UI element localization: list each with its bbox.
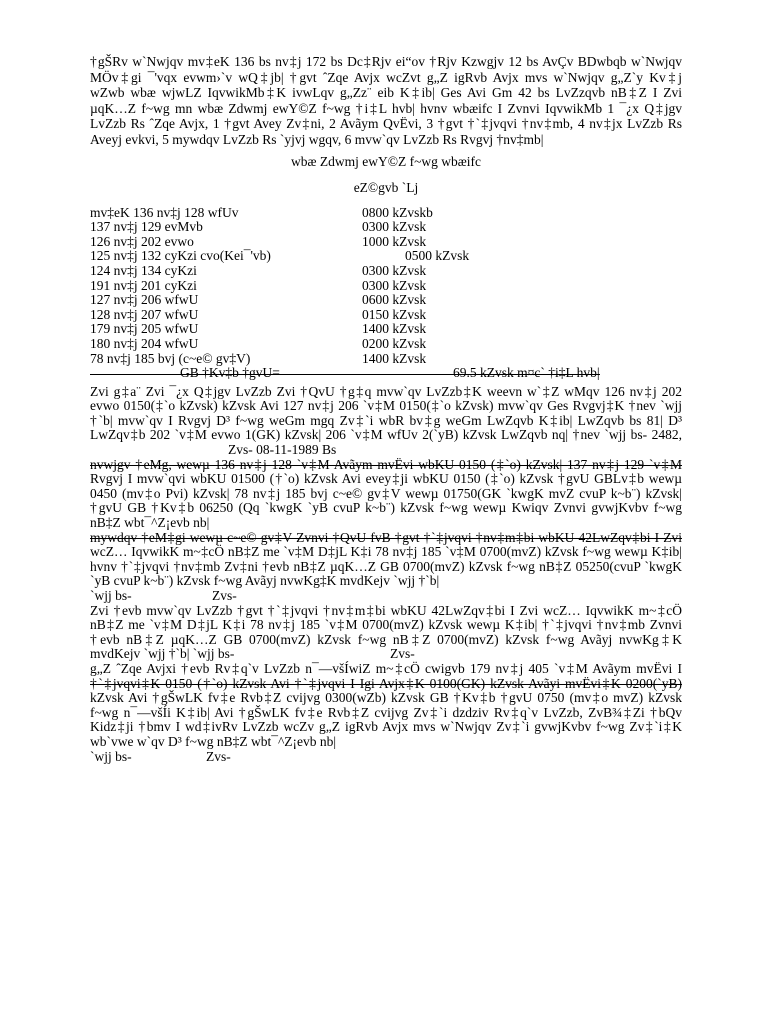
land-row [90, 249, 682, 264]
area-cell: 1400 kZvsk [362, 350, 427, 366]
area-cell: 0300 kZvsk [362, 263, 427, 279]
land-row [90, 206, 682, 221]
plot-cell: 180 nv‡j 204 wfwU [90, 336, 199, 352]
plot-cell: 124 nv‡j 134 cyKzi [90, 263, 197, 279]
struck-text-line: mywdqv †eM‡gi wewµ c~e© gv‡V Zvnvi †QvU fvB †gvt †`‡jvqvi †nv‡m‡bi wbKU 42LwZqv‡bi I Zvi [90, 529, 682, 545]
struck-text-line: nvwjgv †eMg, wewµ 136 nv‡j 128 `v‡M Avãym mvËvi wbKU 0150 (‡`o) kZvsk| 137 nv‡j 129 `v‡M [90, 456, 682, 472]
text-line: nB‡Z me `v‡M D‡jL K‡i 78 nv‡j 185 `v‡M 0700(mvZ) kZvsk wewµ K‡ib| †`‡jvqvi †nv‡mb Zvnvi [90, 617, 682, 633]
text-line: †gvU GB †Kv‡b 06250 (Qq `kwgK `yB cvuP k~b¨) kZvsk f~wg wewµ Kwiqv Zvnvi gvwjKvbv f~wg [90, 500, 682, 516]
section-heading: wbæ Zdwmj ewY©Z f~wg wbæifc [290, 154, 482, 169]
deed-date-line: Zvs- 08-11-1989 Bs [228, 442, 337, 458]
text-line: hvnv †`‡jvqvi †nv‡mb Zv‡ni †evb nB‡Z µqK…Z GB 0700(mvZ) kZvsk f~wg nB‡Z 05250(cvuP `kwgK [90, 558, 682, 574]
land-row [90, 279, 682, 294]
land-row [90, 220, 682, 235]
plot-cell: 125 nv‡j 132 cyKzi cvo(Kei¯'vb) [90, 248, 271, 264]
text-line: nB‡Z wbt¯^Z¡evb nb| [90, 515, 210, 531]
area-cell: 0600 kZvsk [362, 292, 427, 308]
plot-cell: 126 nv‡j 202 evwo [90, 233, 194, 249]
text-line: LwZqv‡b 202 `v‡M evwo 1(GK) kZvsk| 206 `v‡M wfUv 2(`yB) kZvsk LwZqvb nq| †nev `wjj bs- 2482, [90, 427, 682, 443]
deed-number-label: mvdKejv `wjj †`b| `wjj bs- [90, 646, 235, 662]
deed-reference-line [90, 750, 682, 765]
text-line: wcZ… IqvwikK m~‡cÖ nB‡Z me `v‡M D‡jL K‡i 78 nv‡j 185 `v‡M 0700(mvZ) kZvsk f~wg wewµ K‡ib| [90, 544, 682, 560]
land-row [90, 293, 682, 308]
area-cell: 1000 kZvsk [362, 233, 427, 249]
area-cell: 0300 kZvsk [362, 277, 427, 293]
section-subheading: eZ©gvb `Lj [353, 180, 419, 195]
deed-date-label: Zvs- [206, 748, 231, 764]
text-line: µqK…Z f~wg mn wbæ Zdwmj ewY©Z f~wg †i‡L hvb| hvnv wbæifc I Zvnvi IqvwikMb 1 ¯¿x Q‡jgv [90, 100, 682, 116]
struck-text-line: †`‡jvqvi‡K 0150 (†`o) kZvsk Avi †`‡jvqvi I Igi Avjx‡K 0100(GK) kZvsk Avãyi mvËvi‡K 0200(`yB) [90, 675, 682, 691]
land-row [90, 337, 682, 352]
plot-cell: mv‡eK 136 nv‡j 128 wfUv [90, 204, 239, 220]
intro-paragraph [90, 54, 682, 148]
text-line: Rvgvj I mvw`qvi wbKU 01500 (†`o) kZvsk Avi evey‡ji wbKU 0150 (‡`o) kZvsk †gvU GBLv‡b wewµ [90, 471, 682, 487]
text-line: †gŠRv w`Nwjqv mv‡eK 136 bs nv‡j 172 bs Dc‡Rjv ei“ov †Rjv Kzwgjv 12 bs AvÇv BDwbqb w`Nwjqv [90, 54, 682, 69]
text-line: f~wg n¯—všÍi K‡ib| Avi †gŠwLK fv‡e Rvb‡Z cvijvg Zv‡`i dzdziv Rv‡q`v LvZzb, ZvB¾‡Zi †bQv [90, 704, 682, 720]
deed-date-label: Zvs- [390, 646, 415, 662]
land-row [90, 264, 682, 279]
deed-number-label: `wjj bs- [90, 748, 132, 764]
plot-cell: 127 nv‡j 206 wfwU [90, 292, 199, 308]
plot-cell: 179 nv‡j 205 wfwU [90, 321, 199, 337]
text-line: wb`vwe w`qv D³ f~wg nB‡Z wbt¯^Z¡evb nb| [90, 733, 337, 749]
strike-line [90, 374, 600, 375]
text-line: MÖv‡gi ¯'vqx evwm›`v wQ‡jb| †gvt ˆZqe Avjx wcZvt g„Z igRvb Avjx mvs w`Nwjqv g„Z`y Kv‡j [90, 69, 682, 85]
text-line: kZvsk Avi †gŠwLK fv‡e Rvb‡Z cvijvg 0300(wZb) kZvsk GB †Kv‡b †gvU 0750 (mv‡o mvZ) kZvsk [90, 690, 682, 706]
text-line: Zvi †evb mvw`qv LvZzb †gvt †`‡jvqvi †nv‡m‡bi wbKU 42LwZqv‡bi I Zvi wcZ… IqvwikK m~‡cÖ [90, 602, 682, 618]
plot-cell: 137 nv‡j 129 evMvb [90, 219, 203, 235]
deed-number-label: `wjj bs- [90, 588, 132, 603]
text-line: 0450 (mv‡o Pvi) kZvsk| 78 nv‡j 185 bvj c~e© gv‡V wewµ 01750(GK `kwgK mvZ cvuP k~b¨) kZvsk| [90, 485, 682, 501]
area-cell: 0300 kZvsk [362, 219, 427, 235]
area-cell: 0150 kZvsk [362, 306, 427, 322]
land-row [90, 352, 682, 367]
land-table [90, 206, 682, 367]
text-line: LvZzb Rs ˆZqe Avjx, 1 †gvt Avey Zv‡ni, 2 Avãym QvËvi, 3 †gvt †`‡jvqvi †nv‡mb, 4 nv‡jx LvZzb Rs [90, 116, 682, 132]
text-line: evwo 0150(‡`o kZvsk) kZvsk Avi 127 nv‡j 206 `v‡M 0150(‡`o kZvsk) mvw`qv Ges Rvgvj‡K †nev `wjj [90, 398, 682, 414]
total-value: 69.5 kZvsk m¤c` †i‡L hvb| [453, 365, 600, 381]
area-cell: 1400 kZvsk [362, 321, 427, 337]
text-line: `yB cvuP k~b¨) kZvsk f~wg Avãyj nvwKg‡K mvdKejv `wjj †`b| [90, 573, 440, 589]
text-line: Kidz‡ji †bmv I wd‡ivRv LvZzb wcZv g„Z igRvb Avjx mvs w`Nwjqv Zv‡`i gvwjKvbv f~wg Zv‡`i‡K [90, 719, 682, 735]
text-line: g„Z ˆZqe Avjxi †evb Rv‡q`v LvZzb n¯—všÍwiZ m~‡cÖ cwigvb 179 nv‡j 405 `v‡M Avãym mvËvi I [90, 660, 682, 676]
area-cell: 0800 kZvskb [362, 204, 433, 220]
text-line: †evb nB‡Z µqK…Z GB 0700(mvZ) kZvsk f~wg nB‡Z 0700(mvZ) kZvsk f~wg Avãyj nvwKg‡K [90, 631, 682, 647]
land-row [90, 322, 682, 337]
area-cell: 0500 kZvsk [405, 248, 470, 264]
plot-cell: 78 nv‡j 185 bvj (c~e© gv‡V) [90, 350, 251, 366]
deed-reference-line [90, 647, 682, 662]
text-line: Aveyj evkvi, 5 mywdqv LvZzb Rs `yjvj wgqv, 6 mvw`qv LvZzb Rs Rvgvj †nv‡mb| [90, 131, 544, 147]
area-cell: 0200 kZvsk [362, 336, 427, 352]
text-line: wZwb wbæ wjwLZ IqvwikMb‡K ivwLqv g„Zz¨ eib K‡ib| Ges Avi Gm 42 bs LvZzqvb nB‡Z I Zvi [90, 85, 682, 101]
deed-reference-line [90, 589, 682, 604]
plot-cell: 128 nv‡j 207 wfwU [90, 306, 199, 322]
text-line: Zvi g‡a¨ Zvi ¯¿x Q‡jgv LvZzb Zvi †QvU †g‡q mvw`qv LvZzb‡K weevn w`‡Z wMqv 126 nv‡j 202 [90, 383, 682, 399]
land-row [90, 235, 682, 250]
land-row [90, 308, 682, 323]
body-text [90, 385, 682, 764]
total-row [90, 366, 682, 381]
deed-date-label: Zvs- [212, 588, 237, 603]
text-line: †`b| mvw`qv I Rvgvj D³ f~wg weGm mgq Zv‡`i wbR bv‡g weGm LwZqvb K‡ib| LwZqvb bs 81| D³ [90, 412, 682, 428]
plot-cell: 191 nv‡j 201 cyKzi [90, 277, 197, 293]
total-label: GB †Kv‡b †gvU= [180, 365, 280, 381]
